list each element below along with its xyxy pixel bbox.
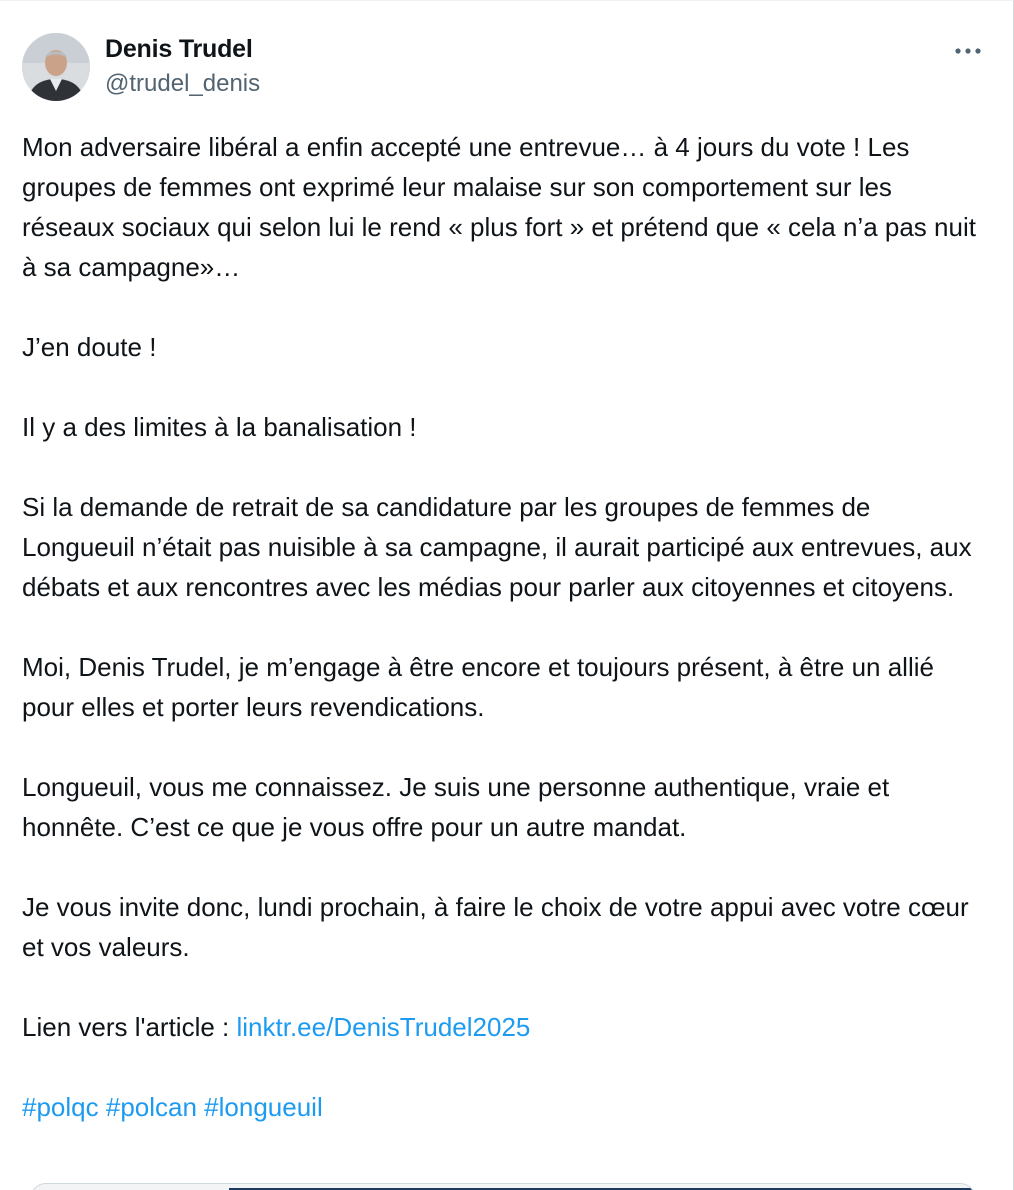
author-handle[interactable]: @trudel_denis (105, 70, 261, 97)
tweet-paragraph: Longueuil, vous me connaissez. Je suis une personne authentique, vraie et honnête. C’est ce que je vous offre pour un autre mandat. (22, 772, 890, 842)
tweet-paragraph: Il y a des limites à la banalisation ! (22, 412, 417, 442)
tweet-paragraph: Je vous invite donc, lundi prochain, à faire le choix de votre appui avec votre cœur et vos valeurs. (22, 892, 969, 962)
article-link[interactable]: linktr.ee/DenisTrudel2025 (236, 1012, 531, 1042)
profile-photo (22, 33, 90, 101)
hashtag-polcan[interactable]: #polcan (105, 1092, 197, 1122)
hashtag-polqc[interactable]: #polqc (22, 1092, 99, 1122)
media-card-preview[interactable] (30, 1183, 976, 1190)
hashtag-line (22, 1087, 982, 1127)
author-name[interactable]: Denis Trudel (105, 35, 253, 63)
tweet-paragraph: J’en doute ! (22, 332, 157, 362)
tweet-text (22, 127, 982, 1127)
hashtag-longueuil[interactable]: #longueuil (204, 1092, 323, 1122)
link-prefix: Lien vers l'article : (22, 1012, 237, 1042)
avatar[interactable] (22, 33, 90, 101)
article-link-line (22, 1007, 982, 1047)
tweet-paragraph: Mon adversaire libéral a enfin accepté une entrevue… à 4 jours du vote ! Les groupes de femmes ont exprimé leur malaise sur son comportement sur les réseaux sociaux qui selon lui le rend « plus fort » et prétend que « cela n’a pas nuit à sa campagne»… (22, 132, 976, 282)
tweet-paragraph: Si la demande de retrait de sa candidature par les groupes de femmes de Longueuil n’était pas nuisible à sa campagne, il aurait participé aux entrevues, aux débats et aux rencontres avec les médias pour parler aux citoyennes et citoyens. (22, 492, 972, 602)
more-horizontal-icon[interactable] (953, 41, 983, 61)
tweet-paragraph: Moi, Denis Trudel, je m’engage à être encore et toujours présent, à être un allié pour elles et porter leurs revendications. (22, 652, 934, 722)
